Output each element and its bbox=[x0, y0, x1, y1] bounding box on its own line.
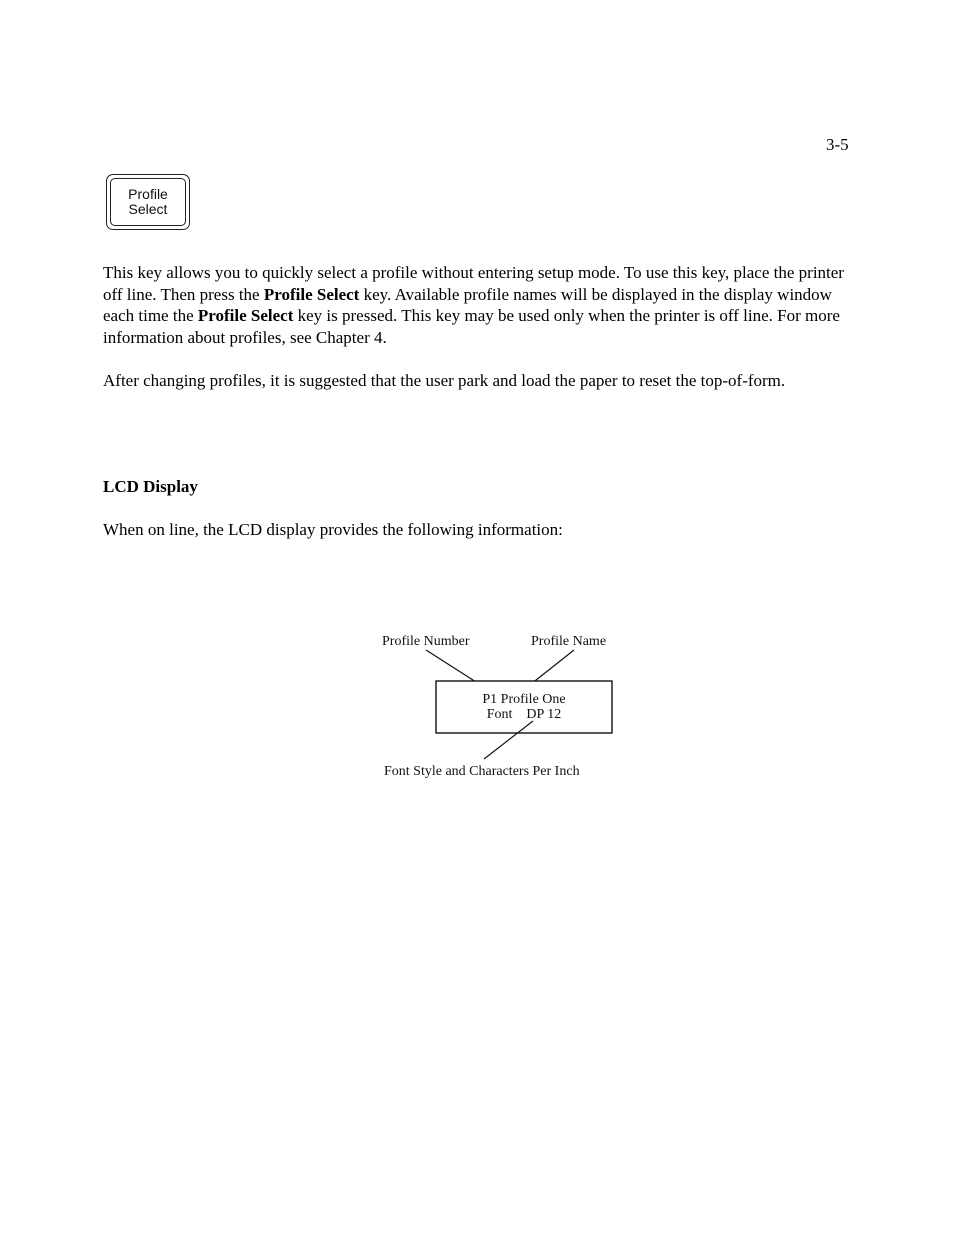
profile-select-key-illustration bbox=[106, 174, 190, 230]
paragraph-lcd-intro: When on line, the LCD display provides the following information: bbox=[103, 520, 563, 539]
paragraph1-bold-b: Profile Select bbox=[197, 306, 294, 325]
paragraph1-bold-a: Profile Select bbox=[263, 284, 360, 304]
key-label-line2: Select bbox=[128, 201, 168, 217]
lcd-display-line2: Font DP 12 bbox=[486, 707, 562, 722]
paragraph1-text-a: This key allows you to quickly select a profile without entering setup mode. To use this key, place the printer off line. Then press the bbox=[103, 263, 844, 304]
label-font-style: Font Style and Characters Per Inch bbox=[384, 764, 580, 779]
paragraph-after-changing: After changing profiles, it is suggested that the user park and load the paper to reset the top-of-form. bbox=[103, 371, 786, 390]
lcd-display-diagram bbox=[370, 628, 630, 793]
paragraph1-text-c: key is pressed. This key may be used only when the printer is off line. For more information about profiles, see Chapter 4. bbox=[103, 306, 840, 347]
profile-select-key-face bbox=[110, 178, 186, 226]
page-number: 3-5 bbox=[826, 135, 849, 154]
label-profile-name: Profile Name bbox=[531, 634, 607, 649]
paragraph1-text-b: key. Available profile names will be displayed in the display window each time the bbox=[103, 284, 832, 325]
lcd-diagram-svg bbox=[370, 628, 630, 788]
lcd-display-line1: P1 Profile One bbox=[482, 692, 566, 707]
section-heading-lcd-display: LCD Display bbox=[103, 477, 198, 496]
key-label-line1: Profile bbox=[128, 186, 168, 202]
paragraph-profile-select bbox=[103, 262, 853, 348]
label-profile-number: Profile Number bbox=[382, 634, 470, 649]
